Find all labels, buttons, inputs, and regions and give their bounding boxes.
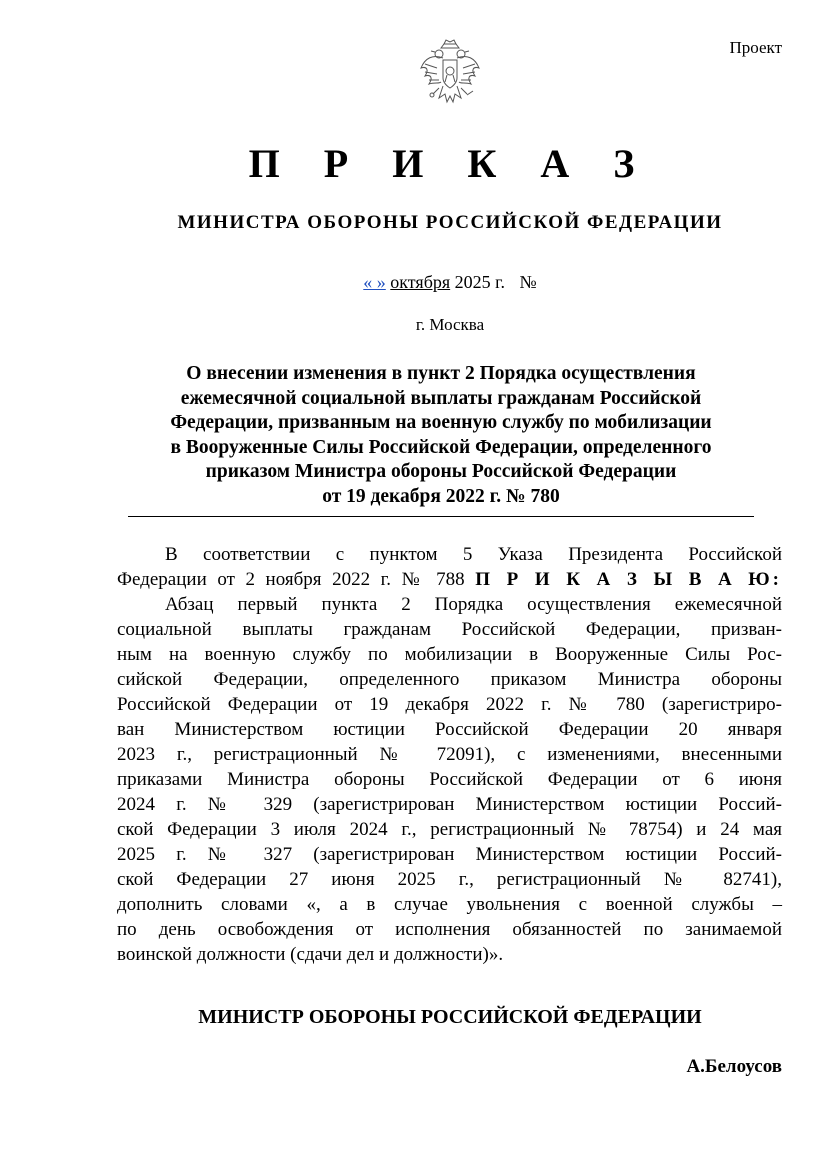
draft-label: Проект — [729, 38, 782, 57]
signatory-name: А.Белоусов — [686, 1056, 782, 1077]
body-line: сийской Федерации, определенного приказом Министра обороны — [117, 669, 782, 690]
body-line: 2023 г., регистрационный № 72091), с изменениями, внесенными — [117, 744, 782, 765]
body-line-text: Федерации от 2 ноября 2022 г. № 788 — [117, 569, 465, 590]
order-keyword: П Р И К А З Ы В А Ю: — [475, 569, 783, 590]
issuer-heading: МИНИСТРА ОБОРОНЫ РОССИЙСКОЙ ФЕДЕРАЦИИ — [177, 212, 723, 233]
body-line — [117, 567, 782, 592]
body-line: дополнить словами «, а в случае увольнения с военной службы – — [117, 894, 782, 915]
subject-divider — [128, 516, 754, 517]
document-title: П Р И К А З — [248, 141, 652, 186]
body-line: Российской Федерации от 19 декабря 2022 г. № 780 (зарегистриро- — [117, 694, 782, 715]
body-line: ван Министерством юстиции Российской Федерации 20 января — [117, 719, 782, 740]
subject-line: приказом Министра обороны Российской Федерации — [205, 461, 677, 482]
body-line: приказами Министра обороны Российской Федерации от 6 июня — [117, 769, 782, 790]
document-body — [117, 542, 782, 967]
body-line: В соответствии с пунктом 5 Указа Президента Российской — [165, 544, 782, 565]
body-line: по день освобождения от исполнения обязанностей по занимаемой — [117, 919, 782, 940]
date-month: октября — [390, 272, 451, 292]
document-subject — [128, 362, 754, 509]
date-day-placeholder: « » — [363, 272, 386, 292]
subject-line: О внесении изменения в пункт 2 Порядка осуществления — [186, 363, 696, 384]
date-year: 2025 г. — [454, 272, 506, 292]
body-line: социальной выплаты гражданам Российской Федерации, призван- — [117, 619, 782, 640]
subject-line: от 19 декабря 2022 г. № 780 — [322, 485, 560, 507]
body-line: 2025 г. № 327 (зарегистрирован Министерством юстиции Россий- — [117, 844, 782, 865]
body-line: ным на военную службу по мобилизации в Вооруженные Силы Рос- — [117, 644, 782, 665]
body-line: 2024 г. № 329 (зарегистрирован Министерством юстиции Россий- — [117, 794, 782, 815]
body-line: Абзац первый пункта 2 Порядка осуществления ежемесячной — [165, 594, 782, 615]
body-line: воинской должности (сдачи дел и должности)». — [117, 944, 504, 965]
subject-line: Федерации, призванным на военную службу по мобилизации — [170, 412, 712, 433]
city: г. Москва — [415, 315, 485, 334]
body-line: ской Федерации 3 июля 2024 г., регистрационный № 78754) и 24 мая — [117, 819, 782, 840]
date-line — [0, 272, 826, 293]
subject-line: в Вооруженные Силы Российской Федерации, определенного — [170, 436, 712, 458]
coat-of-arms-icon — [417, 38, 483, 112]
document-number-sign: № — [519, 272, 537, 292]
subject-line: ежемесячной социальной выплаты гражданам Российской — [180, 387, 702, 409]
body-line: ской Федерации 27 июня 2025 г., регистрационный № 82741), — [117, 869, 782, 890]
signatory-title: МИНИСТР ОБОРОНЫ РОССИЙСКОЙ ФЕДЕРАЦИИ — [198, 1006, 702, 1028]
